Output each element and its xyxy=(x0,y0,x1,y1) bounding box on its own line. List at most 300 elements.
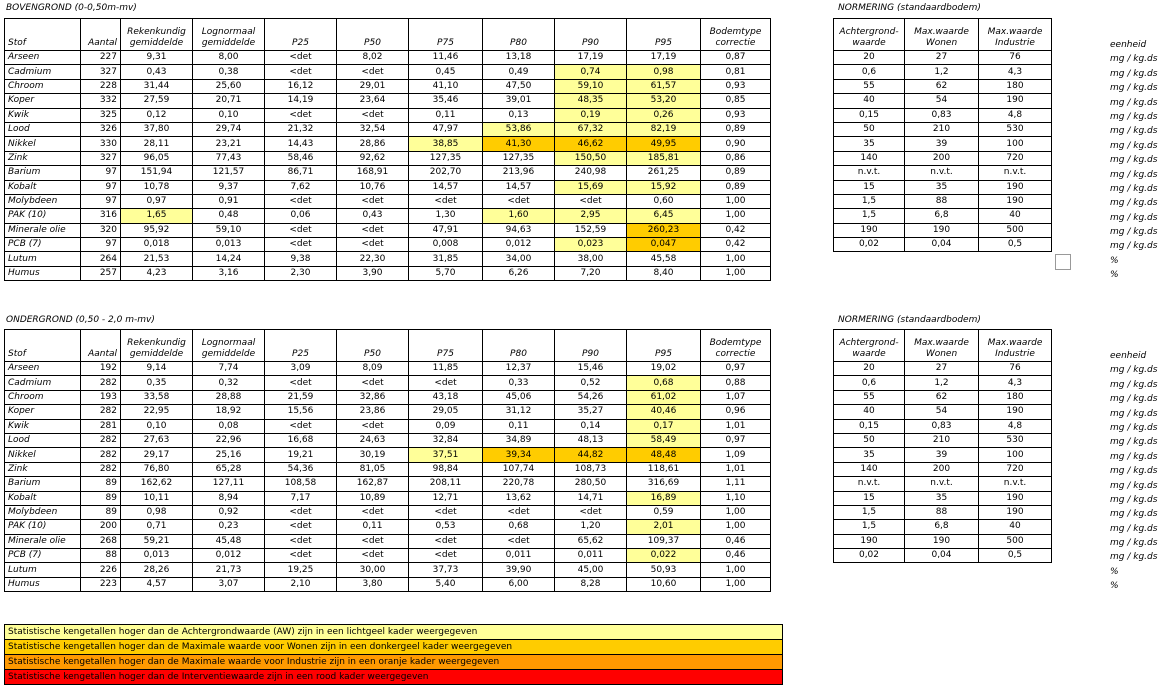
stat-cell: 8,94 xyxy=(193,491,265,505)
norm-row xyxy=(834,433,1052,447)
stat-cell: 29,74 xyxy=(193,122,265,136)
substance-name: Nikkel xyxy=(5,137,81,151)
substance-name: Chroom xyxy=(5,79,81,93)
stat-cell: 41,10 xyxy=(409,79,483,93)
stat-cell: 30,19 xyxy=(337,448,409,462)
stat-cell: 200 xyxy=(81,520,121,534)
stat-cell: 3,90 xyxy=(337,266,409,280)
header-row xyxy=(5,330,771,362)
norm-cell: 0,04 xyxy=(905,549,979,563)
stat-cell: <det xyxy=(265,534,337,548)
stat-cell: 18,92 xyxy=(193,405,265,419)
stat-cell: 1,65 xyxy=(121,209,193,223)
norm-row xyxy=(834,462,1052,476)
stat-cell: 0,97 xyxy=(701,362,771,376)
table-row xyxy=(5,477,771,491)
unit-label: mg / kg.ds xyxy=(1110,466,1158,477)
norm-cell: 88 xyxy=(905,194,979,208)
unit-label: mg / kg.ds xyxy=(1110,480,1158,491)
unit-label: mg / kg.ds xyxy=(1110,494,1158,505)
norm-row xyxy=(834,520,1052,534)
stat-cell: 0,42 xyxy=(701,223,771,237)
table-row xyxy=(5,252,771,266)
stat-cell: 202,70 xyxy=(409,166,483,180)
statistics-table xyxy=(4,329,771,592)
stat-cell: 162,62 xyxy=(121,477,193,491)
norm-cell: 62 xyxy=(905,390,979,404)
stat-cell: 0,89 xyxy=(701,180,771,194)
stat-cell: 0,91 xyxy=(193,194,265,208)
stat-cell: 261,25 xyxy=(627,166,701,180)
stat-cell: 0,38 xyxy=(193,65,265,79)
stat-cell: 0,96 xyxy=(701,405,771,419)
stat-cell: 0,97 xyxy=(121,194,193,208)
norm-cell: 530 xyxy=(979,122,1052,136)
unit-label: mg / kg.ds xyxy=(1110,451,1158,462)
stat-cell: 0,43 xyxy=(337,209,409,223)
stat-cell: 282 xyxy=(81,405,121,419)
stat-cell: 10,76 xyxy=(337,180,409,194)
norm-cell: 35 xyxy=(905,180,979,194)
stat-cell: 12,37 xyxy=(483,362,555,376)
norm-cell: 720 xyxy=(979,151,1052,165)
stat-cell: 0,81 xyxy=(701,65,771,79)
stat-cell: 0,68 xyxy=(483,520,555,534)
norm-row xyxy=(834,94,1052,108)
stat-cell: 22,96 xyxy=(193,433,265,447)
stat-cell: 127,35 xyxy=(409,151,483,165)
stat-cell: <det xyxy=(337,194,409,208)
substance-name: Koper xyxy=(5,94,81,108)
substance-name: Lood xyxy=(5,433,81,447)
stat-cell: 9,31 xyxy=(121,51,193,65)
stat-cell: 67,32 xyxy=(555,122,627,136)
norm-row xyxy=(834,505,1052,519)
stat-cell: <det xyxy=(483,194,555,208)
norm-column-header: Max.waarde Wonen xyxy=(905,19,979,51)
stat-cell: 2,10 xyxy=(265,577,337,591)
stat-cell: 16,68 xyxy=(265,433,337,447)
stat-cell: 0,06 xyxy=(265,209,337,223)
table-row xyxy=(5,448,771,462)
stat-cell: 0,19 xyxy=(555,108,627,122)
stat-cell: 15,56 xyxy=(265,405,337,419)
stat-cell: 0,11 xyxy=(337,520,409,534)
stat-cell: 35,46 xyxy=(409,94,483,108)
unit-label: mg / kg.ds xyxy=(1110,437,1158,448)
stat-cell: 45,58 xyxy=(627,252,701,266)
stat-cell: 0,14 xyxy=(555,419,627,433)
stat-cell: 77,43 xyxy=(193,151,265,165)
stat-cell: 17,19 xyxy=(627,51,701,65)
norm-cell: 0,02 xyxy=(834,549,905,563)
stat-cell: 12,71 xyxy=(409,491,483,505)
stat-cell: 76,80 xyxy=(121,462,193,476)
stat-cell: 1,07 xyxy=(701,390,771,404)
stat-cell: 3,07 xyxy=(193,577,265,591)
stat-cell: 0,32 xyxy=(193,376,265,390)
stat-cell: 0,49 xyxy=(483,65,555,79)
stat-cell: 31,44 xyxy=(121,79,193,93)
stat-cell: 0,023 xyxy=(555,238,627,252)
norm-cell: 35 xyxy=(834,137,905,151)
table-row xyxy=(5,362,771,376)
stat-cell: 192 xyxy=(81,362,121,376)
stat-cell: 330 xyxy=(81,137,121,151)
stat-cell: 14,19 xyxy=(265,94,337,108)
column-header: P90 xyxy=(555,19,627,51)
substance-name: Arseen xyxy=(5,362,81,376)
stat-cell: <det xyxy=(555,505,627,519)
column-header: Lognormaal gemiddelde xyxy=(193,330,265,362)
stat-cell: 89 xyxy=(81,477,121,491)
stat-cell: 3,16 xyxy=(193,266,265,280)
stat-cell: 1,00 xyxy=(701,252,771,266)
norm-row xyxy=(834,238,1052,252)
stat-cell: 0,11 xyxy=(409,108,483,122)
stat-cell: 0,98 xyxy=(121,505,193,519)
norm-row xyxy=(834,108,1052,122)
column-header: P90 xyxy=(555,330,627,362)
norm-row xyxy=(834,491,1052,505)
unit-label: mg / kg.ds xyxy=(1110,198,1158,209)
stat-cell: 8,00 xyxy=(193,51,265,65)
stat-cell: 0,012 xyxy=(193,549,265,563)
stat-cell: 1,01 xyxy=(701,419,771,433)
norm-cell: 190 xyxy=(979,180,1052,194)
substance-name: Humus xyxy=(5,577,81,591)
stat-cell: 282 xyxy=(81,448,121,462)
norm-cell: 100 xyxy=(979,137,1052,151)
table-row xyxy=(5,534,771,548)
substance-name: Minerale olie xyxy=(5,223,81,237)
stat-cell: 10,11 xyxy=(121,491,193,505)
unit-label: mg / kg.ds xyxy=(1110,394,1158,405)
stat-cell: <det xyxy=(409,549,483,563)
stat-cell: 0,93 xyxy=(701,79,771,93)
norm-cell: 76 xyxy=(979,51,1052,65)
stat-cell: 127,35 xyxy=(483,151,555,165)
stat-cell: 35,27 xyxy=(555,405,627,419)
stat-cell: 9,14 xyxy=(121,362,193,376)
stat-cell: 0,88 xyxy=(701,376,771,390)
stat-cell: 10,89 xyxy=(337,491,409,505)
stat-cell: 4,57 xyxy=(121,577,193,591)
substance-name: Humus xyxy=(5,266,81,280)
table-row xyxy=(5,520,771,534)
stat-cell: 0,46 xyxy=(701,534,771,548)
norm-cell: 20 xyxy=(834,362,905,376)
substance-name: Molybdeen xyxy=(5,505,81,519)
stat-cell: 0,60 xyxy=(627,194,701,208)
stat-cell: 0,018 xyxy=(121,238,193,252)
stat-cell: 0,35 xyxy=(121,376,193,390)
stat-cell: 96,05 xyxy=(121,151,193,165)
stat-cell: 7,74 xyxy=(193,362,265,376)
stat-cell: 29,05 xyxy=(409,405,483,419)
norm-cell: 0,5 xyxy=(979,238,1052,252)
column-header: P75 xyxy=(409,330,483,362)
stat-cell: 1,00 xyxy=(701,563,771,577)
column-header: Rekenkundig gemiddelde xyxy=(121,19,193,51)
stat-cell: 95,92 xyxy=(121,223,193,237)
stat-cell: 223 xyxy=(81,577,121,591)
stat-cell: 21,32 xyxy=(265,122,337,136)
norm-title: NORMERING (standaardbodem) xyxy=(838,3,981,13)
stat-cell: 39,90 xyxy=(483,563,555,577)
stat-cell: <det xyxy=(409,505,483,519)
norm-row xyxy=(834,549,1052,563)
column-header: P95 xyxy=(627,19,701,51)
column-header: Bodemtype correctie xyxy=(701,330,771,362)
stat-cell: 39,34 xyxy=(483,448,555,462)
stat-cell: 32,86 xyxy=(337,390,409,404)
norm-cell: 20 xyxy=(834,51,905,65)
stat-cell: 98,84 xyxy=(409,462,483,476)
norm-table xyxy=(833,18,1052,252)
norm-cell: 50 xyxy=(834,122,905,136)
stat-cell: <det xyxy=(265,505,337,519)
stat-cell: 0,46 xyxy=(701,549,771,563)
stat-cell: 150,50 xyxy=(555,151,627,165)
stat-cell: 86,71 xyxy=(265,166,337,180)
stat-cell: 19,02 xyxy=(627,362,701,376)
stat-cell: 127,11 xyxy=(193,477,265,491)
unit-label: mg / kg.ds xyxy=(1110,422,1158,433)
norm-cell: 1,5 xyxy=(834,520,905,534)
stat-cell: <det xyxy=(337,419,409,433)
stat-cell: 38,85 xyxy=(409,137,483,151)
stat-cell: 260,23 xyxy=(627,223,701,237)
norm-cell: 0,6 xyxy=(834,65,905,79)
unit-label: mg / kg.ds xyxy=(1110,379,1158,390)
norm-row xyxy=(834,362,1052,376)
norm-cell: 1,2 xyxy=(905,65,979,79)
stat-cell: <det xyxy=(337,108,409,122)
stat-cell: 24,63 xyxy=(337,433,409,447)
substance-name: Lood xyxy=(5,122,81,136)
stat-cell: <det xyxy=(265,108,337,122)
stat-cell: 0,93 xyxy=(701,108,771,122)
norm-header-row xyxy=(834,330,1052,362)
stat-cell: 6,00 xyxy=(483,577,555,591)
norm-cell: 76 xyxy=(979,362,1052,376)
unit-column xyxy=(1110,38,1157,283)
stat-cell: <det xyxy=(265,376,337,390)
stat-cell: 28,11 xyxy=(121,137,193,151)
stat-cell: 0,008 xyxy=(409,238,483,252)
norm-cell: 190 xyxy=(834,223,905,237)
stat-cell: 27,59 xyxy=(121,94,193,108)
stat-cell: 0,68 xyxy=(627,376,701,390)
substance-name: Zink xyxy=(5,462,81,476)
stat-cell: 10,60 xyxy=(627,577,701,591)
stat-cell: 240,98 xyxy=(555,166,627,180)
stat-cell: 228 xyxy=(81,79,121,93)
norm-cell: 0,02 xyxy=(834,238,905,252)
unit-label: mg / kg.ds xyxy=(1110,126,1158,137)
stat-cell: 326 xyxy=(81,122,121,136)
norm-cell: 40 xyxy=(834,405,905,419)
table-row xyxy=(5,194,771,208)
norm-row xyxy=(834,122,1052,136)
table-row xyxy=(5,65,771,79)
norm-cell: 15 xyxy=(834,491,905,505)
norm-cell: 210 xyxy=(905,433,979,447)
column-header: P50 xyxy=(337,330,409,362)
norm-cell: 54 xyxy=(905,405,979,419)
stat-cell: 0,90 xyxy=(701,137,771,151)
stat-cell: 3,80 xyxy=(337,577,409,591)
unit-label: mg / kg.ds xyxy=(1110,54,1158,65)
stat-cell: 0,85 xyxy=(701,94,771,108)
stat-cell: 8,40 xyxy=(627,266,701,280)
table-row xyxy=(5,390,771,404)
stat-cell: 94,63 xyxy=(483,223,555,237)
stat-cell: 9,38 xyxy=(265,252,337,266)
unit-header: eenheid xyxy=(1110,351,1147,361)
unit-label: mg / kg.ds xyxy=(1110,183,1158,194)
stat-cell: 8,09 xyxy=(337,362,409,376)
norm-cell: n.v.t. xyxy=(905,166,979,180)
norm-row xyxy=(834,376,1052,390)
table-row xyxy=(5,505,771,519)
stat-cell: 282 xyxy=(81,462,121,476)
color-legend xyxy=(4,624,783,685)
norm-cell: n.v.t. xyxy=(979,477,1052,491)
section-title: ONDERGROND (0,50 - 2,0 m-mv) xyxy=(6,315,155,325)
table-row xyxy=(5,266,771,280)
norm-cell: 27 xyxy=(905,362,979,376)
norm-cell: 1,5 xyxy=(834,209,905,223)
column-header: P25 xyxy=(265,19,337,51)
header-row xyxy=(5,19,771,51)
stat-cell: 8,28 xyxy=(555,577,627,591)
norm-row xyxy=(834,209,1052,223)
stat-cell: 65,62 xyxy=(555,534,627,548)
stat-cell: 0,047 xyxy=(627,238,701,252)
checkbox[interactable] xyxy=(1055,254,1071,270)
stat-cell: 0,12 xyxy=(121,108,193,122)
stat-cell: 59,21 xyxy=(121,534,193,548)
stat-cell: 327 xyxy=(81,65,121,79)
table-row xyxy=(5,238,771,252)
stat-cell: 109,37 xyxy=(627,534,701,548)
table-row xyxy=(5,137,771,151)
stat-cell: 257 xyxy=(81,266,121,280)
norm-column-header: Max.waarde Industrie xyxy=(979,19,1052,51)
unit-label: mg / kg.ds xyxy=(1110,509,1158,520)
norm-row xyxy=(834,534,1052,548)
stat-cell: 0,013 xyxy=(193,238,265,252)
stat-cell: 19,21 xyxy=(265,448,337,462)
substance-name: Molybdeen xyxy=(5,194,81,208)
stat-cell: 28,26 xyxy=(121,563,193,577)
stat-cell: 14,57 xyxy=(409,180,483,194)
stat-cell: 0,53 xyxy=(409,520,483,534)
norm-cell: 530 xyxy=(979,433,1052,447)
stat-cell: 14,57 xyxy=(483,180,555,194)
stat-cell: 20,71 xyxy=(193,94,265,108)
stat-cell: 0,97 xyxy=(701,433,771,447)
stat-cell: 28,86 xyxy=(337,137,409,151)
substance-name: Lutum xyxy=(5,252,81,266)
stat-cell: 45,48 xyxy=(193,534,265,548)
stat-cell: 108,73 xyxy=(555,462,627,476)
stat-cell: 121,57 xyxy=(193,166,265,180)
norm-cell: 15 xyxy=(834,180,905,194)
stat-cell: 9,37 xyxy=(193,180,265,194)
stat-cell: 15,46 xyxy=(555,362,627,376)
stat-cell: 0,42 xyxy=(701,238,771,252)
substance-name: Kwik xyxy=(5,108,81,122)
stat-cell: 97 xyxy=(81,166,121,180)
table-row xyxy=(5,376,771,390)
column-header: P25 xyxy=(265,330,337,362)
norm-cell: 200 xyxy=(905,151,979,165)
stat-cell: 17,19 xyxy=(555,51,627,65)
stat-cell: 168,91 xyxy=(337,166,409,180)
stat-cell: 32,54 xyxy=(337,122,409,136)
stat-cell: <det xyxy=(265,419,337,433)
stat-cell: 21,53 xyxy=(121,252,193,266)
substance-name: Cadmium xyxy=(5,376,81,390)
stat-cell: 33,58 xyxy=(121,390,193,404)
stat-cell: 280,50 xyxy=(555,477,627,491)
table-row xyxy=(5,166,771,180)
norm-cell: 4,3 xyxy=(979,65,1052,79)
substance-name: Zink xyxy=(5,151,81,165)
stat-cell: 0,52 xyxy=(555,376,627,390)
norm-title: NORMERING (standaardbodem) xyxy=(838,315,981,325)
stat-cell: 5,70 xyxy=(409,266,483,280)
norm-cell: 180 xyxy=(979,390,1052,404)
stat-cell: 13,18 xyxy=(483,51,555,65)
stat-cell: <det xyxy=(265,520,337,534)
stat-cell: 316,69 xyxy=(627,477,701,491)
stat-cell: 15,69 xyxy=(555,180,627,194)
stat-cell: 0,011 xyxy=(483,549,555,563)
norm-cell: n.v.t. xyxy=(905,477,979,491)
stat-cell: 0,17 xyxy=(627,419,701,433)
stat-cell: 97 xyxy=(81,238,121,252)
column-header: P80 xyxy=(483,330,555,362)
stat-cell: 2,30 xyxy=(265,266,337,280)
table-row xyxy=(5,433,771,447)
section-title: BOVENGROND (0-0,50m-mv) xyxy=(6,3,137,13)
unit-label: mg / kg.ds xyxy=(1110,68,1158,79)
stat-cell: <det xyxy=(337,223,409,237)
stat-cell: 268 xyxy=(81,534,121,548)
unit-label: % xyxy=(1110,255,1119,266)
stat-cell: 1,00 xyxy=(701,194,771,208)
stat-cell: 1,09 xyxy=(701,448,771,462)
stat-cell: 0,71 xyxy=(121,520,193,534)
stat-cell: 316 xyxy=(81,209,121,223)
stat-cell: 28,88 xyxy=(193,390,265,404)
stat-cell: <det xyxy=(265,194,337,208)
norm-row xyxy=(834,51,1052,65)
table-row xyxy=(5,405,771,419)
norm-row xyxy=(834,194,1052,208)
unit-header: eenheid xyxy=(1110,40,1147,50)
stat-cell: 34,00 xyxy=(483,252,555,266)
column-header: P80 xyxy=(483,19,555,51)
norm-column-header: Achtergrond- waarde xyxy=(834,19,905,51)
stat-cell: 0,022 xyxy=(627,549,701,563)
unit-column xyxy=(1110,349,1157,594)
norm-column-header: Max.waarde Wonen xyxy=(905,330,979,362)
